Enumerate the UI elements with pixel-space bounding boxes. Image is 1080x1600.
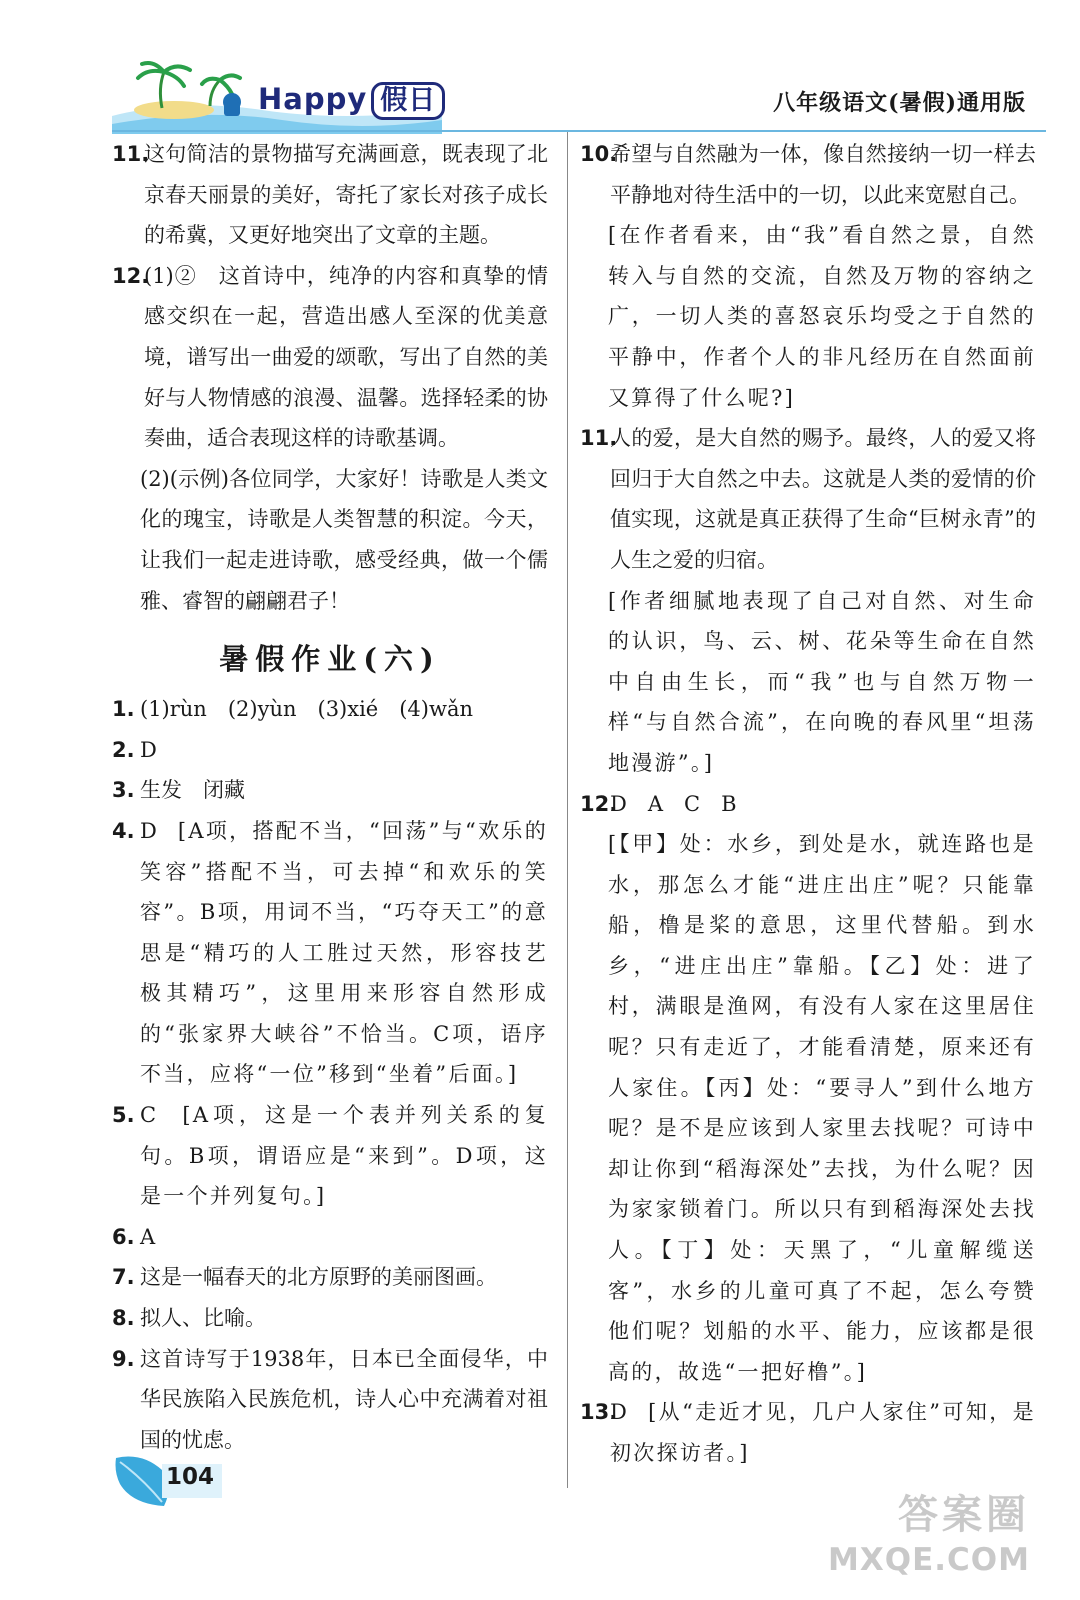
question-number: 10. bbox=[580, 142, 618, 166]
question-number: 1. bbox=[112, 697, 135, 722]
answer-choice: C bbox=[140, 1103, 183, 1128]
question-number: 3. bbox=[112, 778, 135, 803]
question-number: 9. bbox=[112, 1346, 135, 1371]
answer-text: A bbox=[140, 1224, 156, 1249]
answer-13 bbox=[580, 1392, 1036, 1473]
answer-explanation: [从“走近才见，几户人家住”可知，是初次探访者。] bbox=[610, 1400, 1036, 1465]
answer-text: 这句简洁的景物描写充满画意，既表现了北京春天丽景的美好，寄托了家长对孩子成长的希冀，又更好地突出了文章的主题。 bbox=[144, 142, 548, 248]
question-number: 7. bbox=[112, 1265, 135, 1290]
answer-10 bbox=[580, 134, 1036, 215]
answer-text: 生发 闭藏 bbox=[140, 778, 245, 803]
answer-text: 拟人、比喻。 bbox=[140, 1306, 266, 1331]
watermark bbox=[810, 1490, 1030, 1590]
question-number: 11. bbox=[580, 426, 618, 451]
watermark-url: MXQE.COM bbox=[827, 1542, 1030, 1578]
page-footer bbox=[112, 1452, 222, 1508]
answer-9 bbox=[112, 1339, 548, 1461]
logo-text bbox=[258, 82, 445, 120]
answer-text: D A C B bbox=[610, 791, 737, 816]
answer-11 bbox=[580, 418, 1036, 580]
question-number: 4. bbox=[112, 818, 135, 843]
section-title: 暑假作业(六) bbox=[219, 642, 441, 677]
header-rule bbox=[112, 130, 1046, 132]
answer-text: (1)② 这首诗中，纯净的内容和真挚的情感交织在一起，营造出感人至深的优美意境，谱写出一曲爱的颂歌，写出了自然的美好与人物情感的浪漫、温馨。选择轻柔的协奏曲，适合表现这样的诗歌基调。 bbox=[144, 263, 548, 451]
left-column bbox=[112, 134, 548, 1460]
answer-text: 希望与自然融为一体，像自然接纳一切一样去平静地对待生活中的一切，以此来宽慰自己。 bbox=[610, 142, 1036, 207]
answer-8 bbox=[112, 1298, 548, 1339]
answer-5 bbox=[112, 1095, 548, 1217]
answer-choice: D bbox=[610, 1400, 649, 1425]
page-number: 104 bbox=[166, 1464, 215, 1490]
answer-1 bbox=[112, 689, 548, 730]
answer-explanation: [A项，搭配不当，“回荡”与“欢乐的笑容”搭配不当，可去掉“和欢乐的笑容”。B项，用词不当，“巧夺天工”的意思是“精巧的人工胜过天然，形容技艺极其精巧”，这里用来形容自然形成的“张家界大峡谷”不恰当。C项，语序不当，应将“一位”移到“坐着”后面。] bbox=[140, 818, 548, 1087]
answer-choice: D bbox=[140, 818, 178, 843]
question-number: 13. bbox=[580, 1400, 618, 1425]
page-header bbox=[0, 0, 1080, 132]
answer-11-explanation: [作者细腻地表现了自己对自然、对生命的认识，鸟、云、树、花朵等生命在自然中自由生长，而“我”也与自然万物一样“与自然合流”，在向晚的春风里“坦荡地漫游”。] bbox=[608, 588, 1036, 775]
logo-happy: Happy bbox=[258, 82, 368, 116]
answer-text: 这首诗写于1938年，日本已全面侵华，中华民族陷入民族危机，诗人心中充满着对祖国的忧虑。 bbox=[140, 1346, 548, 1452]
answer-10-explanation: [在作者看来，由“我”看自然之景，自然转入与自然的交流，自然及万物的容纳之广，一切人类的喜怒哀乐均受之于自然的平静中，作者个人的非凡经历在自然面前又算得了什么呢?] bbox=[608, 223, 1036, 410]
answer-text: 这是一幅春天的北方原野的美丽图画。 bbox=[140, 1265, 497, 1290]
answer-body bbox=[140, 811, 548, 1095]
question-number: 5. bbox=[112, 1103, 135, 1128]
question-number: 8. bbox=[112, 1306, 135, 1331]
answer-6 bbox=[112, 1217, 548, 1258]
logo-holiday: 假日 bbox=[371, 82, 445, 120]
question-number: 6. bbox=[112, 1224, 135, 1249]
answer-body bbox=[610, 1392, 1036, 1473]
question-number: 12. bbox=[580, 791, 618, 816]
answer-body bbox=[140, 1095, 548, 1217]
answer-3 bbox=[112, 770, 548, 811]
answer-12-part2: (2)(示例)各位同学，大家好！诗歌是人类文化的瑰宝，诗歌是人类智慧的积淀。今天，让我们一起走进诗歌，感受经典，做一个儒雅、睿智的翩翩君子！ bbox=[140, 466, 548, 613]
answer-12 bbox=[580, 784, 1036, 825]
answer-2 bbox=[112, 730, 548, 771]
question-number: 2. bbox=[112, 737, 135, 762]
answer-text: 人的爱，是大自然的赐予。最终，人的爱又将回归于大自然之中去。这就是人类的爱情的价值实现，这就是真正获得了生命“巨树永青”的人生之爱的归宿。 bbox=[610, 426, 1036, 572]
book-title: 八年级语文(暑假)通用版 bbox=[773, 90, 1026, 116]
watermark-logo: 答案圈 bbox=[898, 1492, 1030, 1538]
right-column bbox=[580, 134, 1036, 1474]
answer-7 bbox=[112, 1257, 548, 1298]
answer-explanation: [A项，这是一个表并列关系的复句。B项，谓语应是“来到”。D项，这是一个并列复句。] bbox=[140, 1103, 548, 1209]
question-number: 12. bbox=[112, 263, 150, 288]
column-divider bbox=[567, 132, 568, 1488]
answer-11 bbox=[112, 134, 548, 256]
answer-12 bbox=[112, 256, 548, 459]
answer-4 bbox=[112, 811, 548, 1095]
question-number: 11. bbox=[112, 142, 150, 166]
answer-12-explanation: [【甲】处：水乡，到处是水，就连路也是水，那怎么才能“进庄出庄”呢？只能靠船，橹是桨的意思，这里代替船。到水乡，“进庄出庄”靠船。【乙】处：进了村，满眼是渔网，有没有人家在这里居住呢？只有走近了，才能看清楚，原来还有人家住。【丙】处：“要寻人”到什么地方呢？是不是应该到人家里去找呢？可诗中却让你到“稻海深处”去找，为什么呢？因为家家锁着门。所以只有到稻海深处去找人。【丁】处：天黑了，“儿童解缆送客”，水乡的儿童可真了不起，怎么夸赞他们呢？划船的水平、能力，应该都是很高的，故选“一把好橹”。] bbox=[608, 832, 1036, 1384]
answer-text: (1)rùn (2)yùn (3)xié (4)wǎn bbox=[140, 697, 473, 722]
answer-text: D bbox=[140, 737, 157, 762]
